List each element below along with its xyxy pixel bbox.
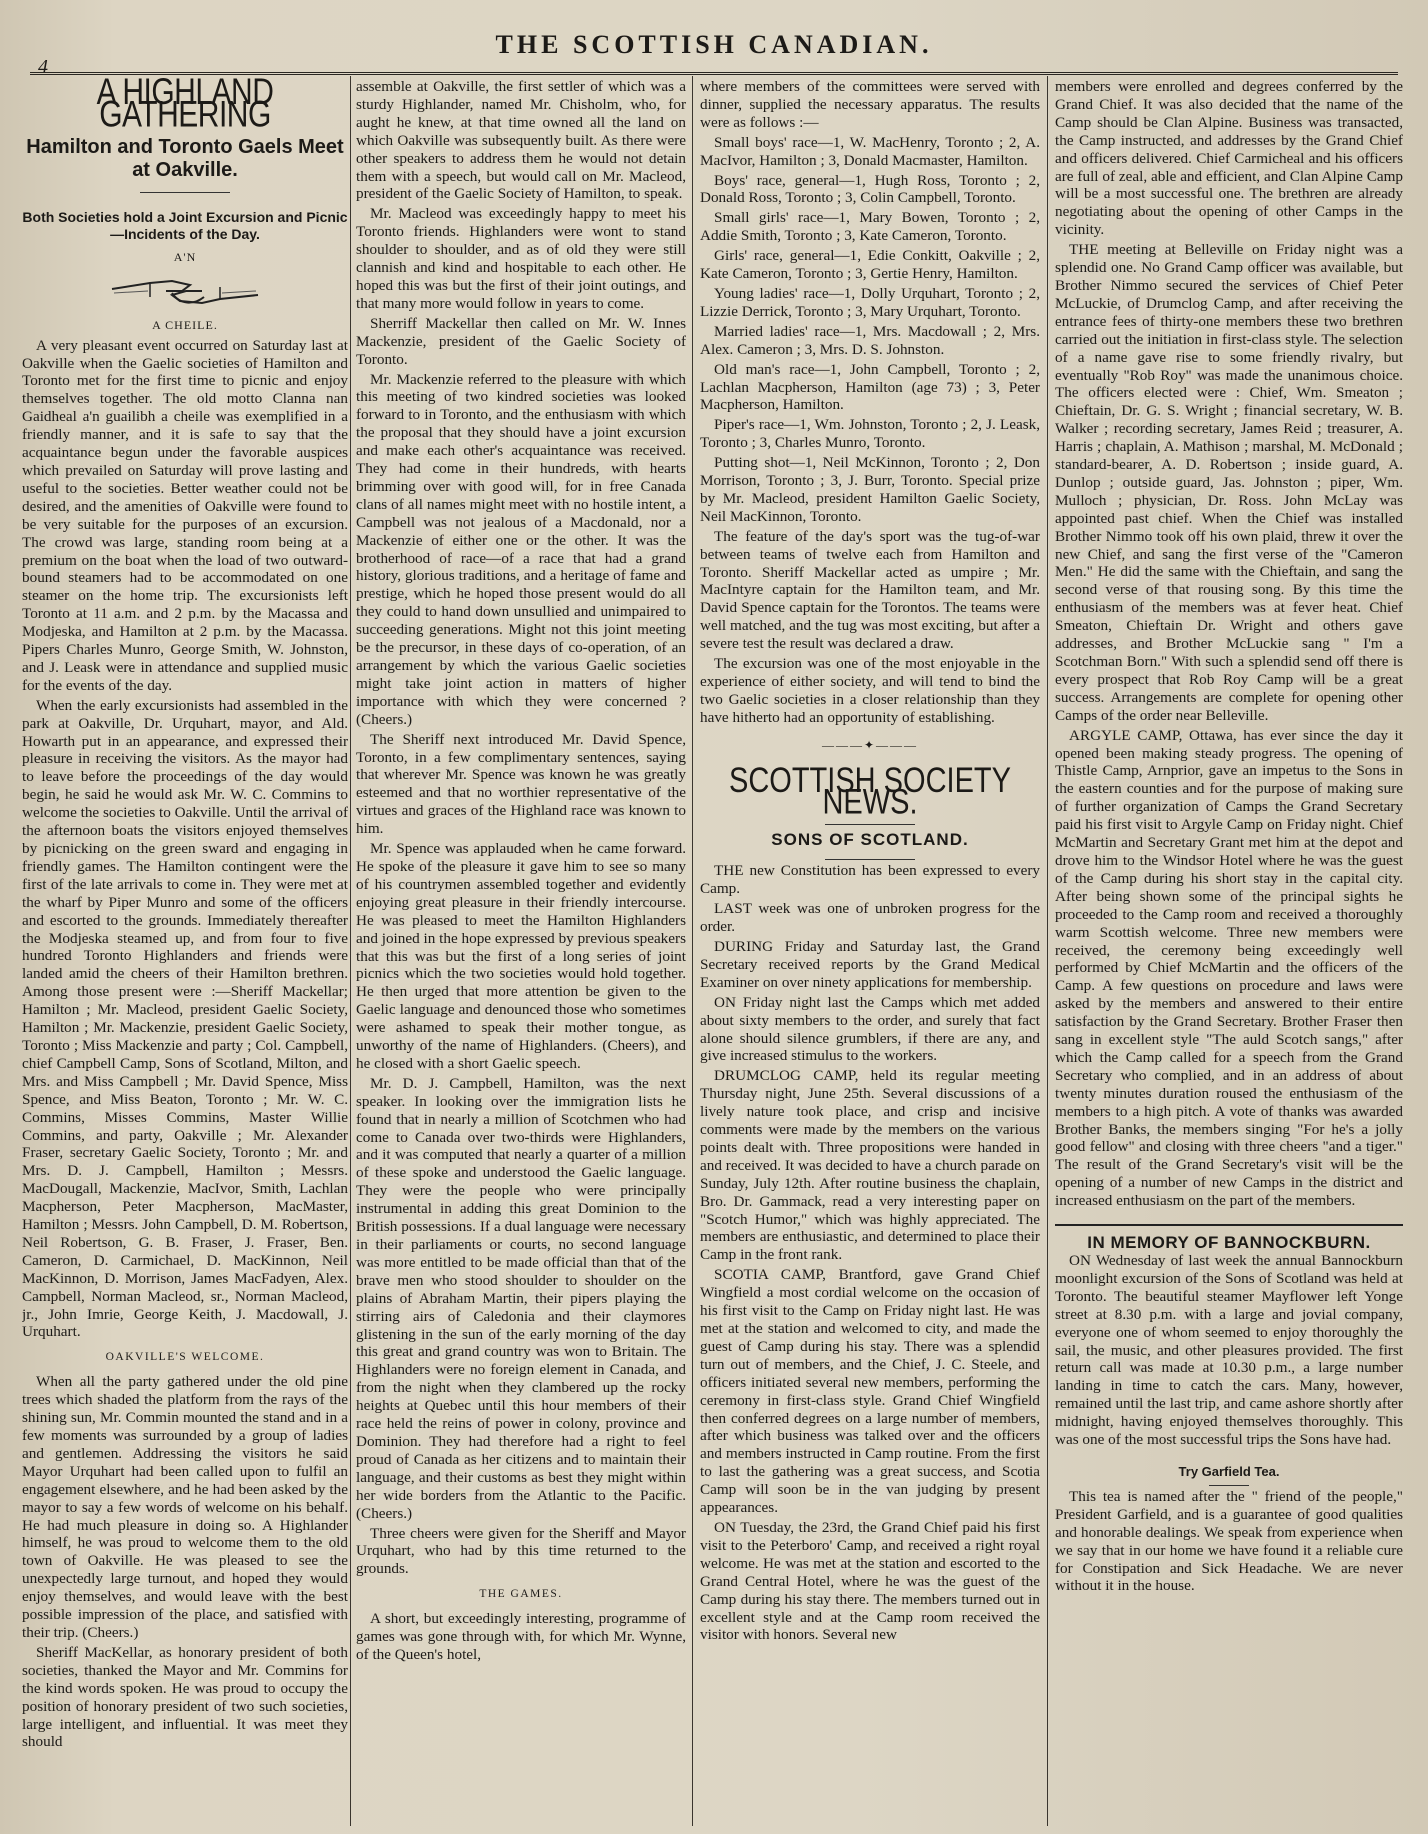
news-item: ON Friday night last the Camps which met added about sixty members to the order, and surely that fact alone should silence grumblers, if there are any, and give increased stimulus to the workers. bbox=[700, 993, 1040, 1065]
paragraph: The feature of the day's sport was the tug-of-war between teams of twelve each from Hamilton and Toronto. Sheriff Mackellar acted as umpire ; Mr. MacIntyre captain for the Hamilton team, and Mr. David Spence captain for the Torontos. The teams were well matched, and the tug was most exciting, but after a severe test the result was declared a draw. bbox=[700, 527, 1040, 653]
paragraph: A short, but exceedingly interesting, programme of games was gone through with, for which Mr. Wynne, of the Queen's hotel, bbox=[356, 1610, 686, 1663]
news-item: SCOTIA CAMP, Brantford, gave Grand Chief Wingfield a most cordial welcome on the occasion of his first visit to the Camp on Friday night last. He was met at the station and welcomed to city, and made the guest of Camp during his stay. There was a splendid turn out of members, and the Chief, J. C. Steele, and officers initiated several new members, performing the ceremony in first-class style. Grand Chief Wingfield then conferred degrees on a large number of members, after which business was talked over and the officers and members instructed in Camp routine. From the first to last the gathering was a great success, and Scotia Camp will soon be in the van judging by present appearances. bbox=[700, 1266, 1040, 1517]
news-item: DURING Friday and Saturday last, the Grand Secretary received reports by the Grand Medical Examiner on over ninety applications for membership. bbox=[700, 937, 1040, 991]
illustration-caption: A CHEILE. bbox=[152, 317, 218, 332]
news-item: LAST week was one of unbroken progress for the order. bbox=[700, 900, 1040, 936]
result-item: Young ladies' race—1, Dolly Urquhart, Toronto ; 2, Lizzie Derrick, Toronto ; 3, Mary Urquhart, Toronto. bbox=[700, 284, 1040, 320]
paragraph: members were enrolled and degrees conferred by the Grand Chief. It was also decided that the name of the Camp should be Clan Alpine. Business was transacted, the Camp instructed, and addresses by the Grand Chief and officers delivered. Chief Carmicheal and his officers are full of zeal, able and efficient, and Clan Alpine Camp will be a most successful one. The brethren are already negotiating about the opening of other Camps in the vicinity. bbox=[1055, 78, 1403, 239]
masthead-rule bbox=[30, 72, 1398, 75]
result-item: Small boys' race—1, W. MacHenry, Toronto ; 2, A. MacIvor, Hamilton ; 3, Donald Macmaster, Hamilton. bbox=[700, 133, 1040, 169]
section-subhead: SONS OF SCOTLAND. bbox=[771, 830, 969, 850]
paragraph: When the early excursionists had assembled in the park at Oakville, Dr. Urquhart, mayor, and Ald. Howarth put in an appearance, and expressed their pleasure in receiving the visitors. As the mayor had to leave before the proceedings of the day would begin, he said he would ask Mr. W. C. Commins to welcome the societies to Oakville. Until the arrival of the afternoon boats the visitors enjoyed themselves by picnicking on the green sward and engaging in friendly games. The Hamilton contingent were the first of the late arrivals to come in. They were met at the wharf by Piper Munro and some of the officers and escorted to the grounds. Immediately thereafter the Modjeska steamed up, and from four to five hundred Toronto Highlanders and friends were landed amid the cheers of their Hamilton brethren. Among those present were :—Sheriff Mackellar; Hamilton ; Mr. Macleod, president Gaelic Society, Hamilton ; Mr. Mackenzie, president Gaelic Society, Toronto ; Miss Mackenzie and party ; Col. Campbell, chief Campbell Camp, Sons of Scotland, Milton, and Mrs. and Miss Campbell ; Mr. David Spence, Miss Spence, and Miss Beaton, Toronto ; Mr. W. C. Commins, Misses Commins, Master Willie Commins, and party, Oakville ; Mr. Alexander Fraser, secretary Gaelic Society, Toronto ; Mr. and Mrs. D. J. Campbell, Hamilton ; Messrs. MacDougall, Mackenzie, MacIvor, Smith, Lachlan Macpherson, Peter Macpherson, MacMaster, Hamilton ; Messrs. John Campbell, D. M. Robertson, Neil Robertson, G. B. Fraser, J. Fraser, Ben. Cameron, D. Carmichael, D. MacKinnon, Neil MacKinnon, D. Morrison, James MacFadyen, Alex. Campbell, Norman Macleod, sr., Norman Macleod, jr., John Imrie, George Keith, J. Macdowall, J. Urquhart. bbox=[22, 696, 348, 1341]
paragraph: Sheriff MacKellar, as honorary president of both societies, thanked the Mayor and Mr. Commins for the kind words spoken. He was proud to occupy the position of honorary president of two such societies, large intelligent, and influential. It was meet they should bbox=[22, 1643, 348, 1751]
article-subhead: Hamilton and Toronto Gaels Meet at Oakville. bbox=[26, 135, 344, 181]
paragraph: assemble at Oakville, the first settler of which was a sturdy Highlander, named Mr. Chisholm, who, for aught he knew, at that time owned all the land on which Oakville was subsequently built. As there were other speakers to address them he would not detain them with a speech, but would call on Mr. Macleod, president of the Gaelic Society of Hamilton, to speak. bbox=[356, 78, 686, 203]
article-headline: IN MEMORY OF BANNOCKBURN. bbox=[1055, 1224, 1403, 1252]
ornament-divider: ———✦——— bbox=[821, 737, 919, 752]
column-divider bbox=[1047, 76, 1048, 1826]
section-headline: SCOTTISH SOCIETY NEWS. bbox=[729, 761, 1011, 822]
divider bbox=[1209, 1485, 1249, 1486]
result-item: Putting shot—1, Neil McKinnon, Toronto ; 2, Don Morrison, Toronto ; 3, J. Burr, Toronto. Special prize by Mr. Macleod, president Hamilton Gaelic Society, Neil MacKinnon, Toronto. bbox=[700, 454, 1040, 525]
paragraph: The Sheriff next introduced Mr. David Spence, Toronto, in a few complimentary sentences, saying that wherever Mr. Spence was known he was greatly esteemed and that no worthier representative of the virtues and graces of the Highland race was known to him. bbox=[356, 730, 686, 838]
article-headline: A HIGHLAND GATHERING bbox=[96, 78, 274, 136]
paragraph: Mr. Macleod was exceedingly happy to meet his Toronto friends. Highlanders were wont to stand shoulder to shoulder, and as of old they were still clannish and kind and hospitable to each other. He hoped this was but the first of their joint outings, and that many more would follow in years to come. bbox=[356, 205, 686, 312]
result-item: Boys' race, general—1, Hugh Ross, Toronto ; 2, Donald Ross, Toronto ; 3, Colin Campbell, Toronto. bbox=[700, 171, 1040, 207]
page-number: 4 bbox=[38, 56, 48, 78]
divider bbox=[140, 192, 230, 193]
paragraph: Mr. D. J. Campbell, Hamilton, was the next speaker. In looking over the immigration lists he found that in nearly a million of Scotchmen who had come to Canada over two-thirds were Highlanders, and it was computed that nearly a quarter of a million of these spoke and understood the Gaelic language. They were the people who were principally instrumental in adding this great Dominion to the British possessions. If a dual language were necessary in their parliaments or courts, no second language was more entitled to be made official than that of the brave men who stood shoulder to shoulder on the plains of Abraham Martin, their pipers playing the stirring airs of Caledonia and their claymores glistening in the sun of the early morning of the day this great and grand country was won to Britain. The Highlanders were no foreign element in Canada, and from the night when they clambered up the rocky heights at Quebec until this hour members of their race held the reins of power in colony, province and Dominion. They had therefore had a right to feel proud of Canada as her citizens and to maintain their language, and their customs as best they might within her wide borders from the Atlantic to the Pacific. (Cheers.) bbox=[356, 1074, 686, 1522]
newspaper-title: THE SCOTTISH CANADIAN. bbox=[495, 30, 933, 59]
paragraph: Mr. Spence was applauded when he came forward. He spoke of the pleasure it gave him to see so many of his countrymen assembled together and evidently enjoying great pleasure in their friendly intercourse. He was pleased to meet the Hamilton Highlanders and joined in the hope expressed by previous speakers that this was but the first of a long series of joint picnics which the two societies would hold together. He then urged that more attention be given to the Gaelic language and denounced those who sometimes were ashamed to speak their mother tongue, as unworthy of the name of Highlanders. (Cheers), and he closed with a short Gaelic speech. bbox=[356, 840, 686, 1072]
paragraph: When all the party gathered under the old pine trees which shaded the platform from the rays of the shining sun, Mr. Commin mounted the stand and in a few moments was surrounded by a group of ladies and gentlemen. Addressing the visitors he said Mayor Urquhart had been called upon to fulfil an engagement elsewhere, and he had been asked by the mayor to say a few words of welcome on his behalf. He had much pleasure in doing so. A Highlander himself, he was proud to welcome them to the old town of Oakville. He was pleased to see the unexpectedly large turnout, and hoped they would enjoy themselves, and would leave with the best possible impression of the place, and satisfied with their trip. (Cheers.) bbox=[22, 1373, 348, 1641]
article-deck: Both Societies hold a Joint Excursion and Picnic—Incidents of the Day. bbox=[22, 208, 348, 242]
column-4 bbox=[1055, 78, 1403, 1828]
paragraph: where members of the committees were served with dinner, supplied the necessary apparatus. The results were as follows :— bbox=[700, 78, 1040, 131]
result-item: Piper's race—1, Wm. Johnston, Toronto ; 2, J. Leask, Toronto ; 3, Charles Munro, Toronto. bbox=[700, 416, 1040, 452]
result-item: Girls' race, general—1, Edie Conkitt, Oakville ; 2, Kate Cameron, Toronto ; 3, Gertie Henry, Hamilton. bbox=[700, 247, 1040, 283]
result-item: Married ladies' race—1, Mrs. Macdowall ; 2, Mrs. Alex. Cameron ; 3, Mrs. D. S. Johnston. bbox=[700, 322, 1040, 358]
paragraph: A very pleasant event occurred on Saturday last at Oakville when the Gaelic societies of Hamilton and Toronto met for the first time to picnic and enjoy themselves together. The old motto Clanna nan Gaidheal a'n guailibh a cheile was exemplified in a friendly manner, and it is safe to say that the acquaintance begun under the favorable auspices which prevailed on Saturday will prove lasting and useful to the societies. Better weather could not be desired, and the amenities of Oakville were found to be very suitable for the purposes of an excursion. The crowd was large, standing room being at a premium on the boat when the load of two outward-bound steamers had to be accommodated on one steamer on the home trip. The excursionists left Toronto at 11 a.m. and 2 p.m. by the Macassa and Modjeska, and Hamilton at 2 p.m. by the Macassa. Pipers Charles Munro, George Smith, W. Johnston, and J. Leask were in attendance and supplied music for the events of the day. bbox=[22, 336, 348, 694]
result-item: Small girls' race—1, Mary Bowen, Toronto ; 2, Addie Smith, Toronto ; 3, Kate Cameron, Toronto. bbox=[700, 209, 1040, 245]
column-divider bbox=[350, 76, 351, 1826]
news-item: DRUMCLOG CAMP, held its regular meeting Thursday night, June 25th. Several discussions of a lively nature took place, and crisp and incisive comments were made by the members on the various points dealt with. Three propositions were handed in and received. It was decided to have a church parade on Sunday, July 12th. After routine business the chaplain, Bro. Dr. Gammack, read a very interesting paper on "Scotch Humor," which was highly appreciated. The members are enthusiastic, and determined to place their Camp in the front rank. bbox=[700, 1067, 1040, 1264]
paragraph: Mr. Mackenzie referred to the pleasure with which this meeting of two kindred societies was looked forward to in Toronto, and the enthusiasm with which the proposal that they should have a joint excursion and make each other's acquaintance was received. They had come in their hundreds, with hearts brimming over with good will, for in free Canada clans of all names might meet with no hostile intent, a Campbell was not jealous of a Macdonald, nor a Mackenzie of either one or the other. It was the brotherhood of race—of a race that had a grand history, glorious traditions, and a heritage of fame and prestige, which he hoped those present would do all they could to hand down unsullied and unimpaired to succeeding generations. Might not this joint meeting be the precursor, in these days of co-operation, of an arrangement by which the various Gaelic societies might take joint action in matters of higher importance with which they were concerned ? (Cheers.) bbox=[356, 370, 686, 728]
divider bbox=[825, 859, 915, 860]
news-item: ARGYLE CAMP, Ottawa, has ever since the day it opened been making steady progress. The opening of Thistle Camp, Arnprior, gave an impetus to the Sons in the eastern counties and for the purpose of making sure of further organization of Camps the Grand Secretary paid his first visit to Argyle Camp on Friday night. Chief McMartin and Secretary Grant met him at the depot and drove him to the Windsor Hotel where he was the guest of the Camp during his short stay in the capital city. After being shown some of the principal sights he proceeded to the Camp room and received a thoroughly warm Scottish welcome. Three new members were received, the ceremony being exceedingly well performed by Chief McMartin and the officers of the Camp. A few questions on procedure and laws were asked by the members and answered to their entire satisfaction by the Grand Secretary. Brother Fraser then sang in excellent style "The auld Scotch sangs," after which the Camp called for a speech from the Grand Secretary who complied, and in an address of about twenty minutes duration roused the enthusiasm of the members to a high pitch. A vote of thanks was awarded Brother Banks, the members singing "For he's a jolly good fellow" and closing with three cheers "and a tiger." The result of the Grand Secretary's visit will be the opening of a number of new Camps in the district and increased enthusiasm on the part of the members. bbox=[1055, 726, 1403, 1210]
advertisement-heading: Try Garfield Tea. bbox=[1178, 1463, 1280, 1479]
result-item: Old man's race—1, John Campbell, Toronto ; 2, Lachlan Macpherson, Hamilton (age 73) ; 3, Peter Macpherson, Hamilton. bbox=[700, 360, 1040, 414]
news-item: THE meeting at Belleville on Friday night was a splendid one. No Grand Camp officer was available, but Brother Nimmo secured the services of Chief Peter McLuckie, of Drumclog Camp, and after receiving the entrance fees of thirty-one members these two brethren carried out the initiation in first-class style. The selection of a name gave rise to some friendly rivalry, but eventually "Rob Roy" was made the unanimous choice. The officers elected were : Chief, Wm. Smeaton ; Chieftain, Dr. G. S. Wright ; financial secretary, W. B. Walker ; recording secretary, James Reid ; treasurer, A. Harris ; chaplain, A. Mathison ; marshal, M. McDonald ; standard-bearer, A. D. Robertson ; inside guard, A. Dunlop ; outside guard, Jas. Johnston ; piper, Wm. Mulloch ; physician, Dr. Ross. John McLay was appointed past chief. When the Chief was installed Brother Nimmo took off his own plaid, threw it over the new Chief, and sang the first verse of the "Cameron Men." He did the same with the Chieftain, and sang the second verse of that rousing song. By this time the enthusiasm of the members was at fever heat. Chief Smeaton, Chieftain Dr. Wright and others gave addresses, and Brother McLuckie sang " I'm a Scotchman Born." With such a splendid send off there is every prospect that Rob Roy Camp will be a great success. Arrangements are complete for opening other Camps of the order near Belleville. bbox=[1055, 241, 1403, 724]
paragraph: Three cheers were given for the Sheriff and Mayor Urquhart, who had by this time returned to the grounds. bbox=[356, 1524, 686, 1578]
section-heading: THE GAMES. bbox=[479, 1588, 563, 1601]
divider bbox=[825, 824, 915, 825]
column-1 bbox=[22, 78, 348, 1828]
column-3 bbox=[700, 78, 1040, 1828]
masthead bbox=[0, 12, 1428, 78]
paragraph: ON Wednesday of last week the annual Bannockburn moonlight excursion of the Sons of Scotland was held at Toronto. The beautiful steamer Mayflower left Yonge street at 8.30 p.m. with a large and jovial company, everyone one of whom seemed to enjoy thoroughly the sail, the music, and other pleasures provided. The first return call was made at 10.30 p.m., a large number landing in time to catch the cars. Many, however, remained until the last trip, and came ashore shortly after midnight, having enjoyed themselves thoroughly. This was one of the most successful trips the Sons have had. bbox=[1055, 1252, 1403, 1449]
column-2 bbox=[356, 78, 686, 1828]
handshake-illustration bbox=[110, 269, 260, 315]
paragraph: The excursion was one of the most enjoyable in the experience of either society, and will tend to bind the two Gaelic societies in a closer relationship than they have hitherto had an opportunity of establishing. bbox=[700, 655, 1040, 726]
paragraph: Sherriff Mackellar then called on Mr. W. Innes Mackenzie, president of the Gaelic Society of Toronto. bbox=[356, 314, 686, 368]
column-divider bbox=[692, 76, 693, 1826]
advertisement-text: This tea is named after the " friend of the people," President Garfield, and is a guarantee of good qualities and honorable dealings. We speak from experience when we say that in our home we have found it a reliable cure for Constipation and Sick Headache. We are never without it in the house. bbox=[1055, 1487, 1403, 1595]
illustration-top-caption: A'N bbox=[173, 249, 197, 264]
section-heading: OAKVILLE'S WELCOME. bbox=[105, 1351, 265, 1364]
news-item: THE new Constitution has been expressed to every Camp. bbox=[700, 862, 1040, 898]
news-item: ON Tuesday, the 23rd, the Grand Chief paid his first visit to the Peterboro' Camp, and received a right royal welcome. He was met at the station and escorted to the Grand Central Hotel, where he was the guest of the Camp during his stay there. The members turned out in excellent style and at the Camp room received the visitor with honors. Several new bbox=[700, 1518, 1040, 1644]
